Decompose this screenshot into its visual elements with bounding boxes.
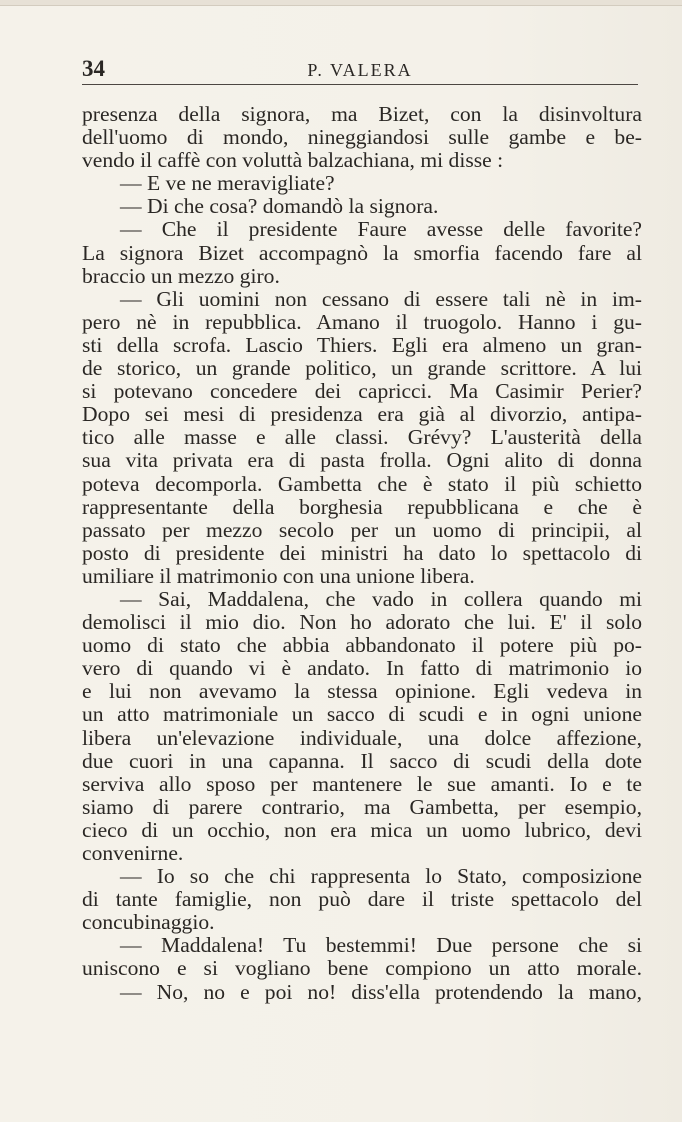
text-line: poteva decomporla. Gambetta che è stato il più schietto — [82, 471, 642, 496]
text-line: siamo di parere contrario, ma Gambetta, per esempio, — [82, 794, 642, 819]
text-line: demolisci il mio dio. Non ho adorato che lui. E' il solo — [82, 610, 642, 635]
text-line: concubinaggio. — [82, 910, 215, 935]
page-header — [82, 56, 638, 85]
text-line: uomo di stato che abbia abbandonato il potere più po- — [82, 633, 642, 658]
text-line: — Maddalena! Tu bestemmi! Due persone che si — [120, 933, 642, 958]
text-line: Dopo sei mesi di presidenza era già al divorzio, antipa- — [82, 402, 642, 427]
text-line: — Gli uomini non cessano di essere tali nè in im- — [120, 286, 642, 311]
body-text — [82, 103, 642, 1004]
text-line: rappresentante della borghesia repubblicana e che è — [82, 494, 642, 519]
text-line: si potevano concedere dei capricci. Ma Casimir Perier? — [82, 379, 642, 404]
text-line: de storico, un grande politico, un grande scrittore. A lui — [82, 356, 642, 381]
text-line: di tante famiglie, non può dare il triste spettacolo del — [82, 887, 642, 912]
text-line: — No, no e poi no! diss'ella protendendo la mano, — [120, 979, 642, 1004]
text-line: — Io so che chi rappresenta lo Stato, composizione — [120, 864, 642, 889]
text-line: un atto matrimoniale un sacco di scudi e in ogni unione — [82, 702, 642, 727]
text-line: La signora Bizet accompagnò la smorfia facendo fare al — [82, 240, 642, 265]
text-line: libera un'elevazione individuale, una dolce affezione, — [82, 725, 642, 750]
text-line: — E ve ne meravigliate? — [120, 171, 335, 196]
text-line: serviva allo sposo per mantenere le sue amanti. Io e te — [82, 771, 642, 796]
text-line: posto di presidente dei ministri ha dato lo spettacolo di — [82, 540, 642, 565]
page-top-edge — [0, 0, 682, 6]
text-line: presenza della signora, ma Bizet, con la disinvoltura — [82, 102, 642, 126]
text-line: vero di quando vi è andato. In fatto di matrimonio io — [82, 656, 642, 681]
text-line: vendo il caffè con voluttà balzachiana, mi disse : — [82, 148, 504, 173]
text-line: passato per mezzo secolo per un uomo di principii, al — [82, 517, 642, 542]
text-line: cieco di un occhio, non era mica un uomo lubrico, devi — [82, 817, 642, 842]
text-line: umiliare il matrimonio con una unione libera. — [82, 563, 475, 588]
text-line: dell'uomo di mondo, nineggiandosi sulle gambe e be- — [82, 125, 642, 150]
running-head: P. VALERA — [307, 60, 413, 80]
text-line: convenirne. — [82, 841, 184, 865]
text-line: — Sai, Maddalena, che vado in collera quando mi — [120, 586, 642, 611]
page-number: 34 — [82, 56, 105, 81]
text-line: braccio un mezzo giro. — [82, 263, 280, 288]
text-line: sti della scrofa. Lascio Thiers. Egli era almeno un gran- — [82, 332, 642, 357]
text-line: sua vita privata era di pasta frolla. Ogni alito di donna — [82, 448, 642, 473]
text-line: pero nè in repubblica. Amano il truogolo. Hanno i gu- — [82, 309, 642, 334]
text-line: uniscono e si vogliano bene compiono un atto morale. — [82, 956, 642, 981]
text-line: — Di che cosa? domandò la signora. — [120, 194, 439, 219]
text-line: e lui non avevamo la stessa opinione. Egli vedeva in — [82, 679, 642, 704]
text-line: tico alle masse e alle classi. Grévy? L'austerità della — [82, 425, 642, 450]
text-line: — Che il presidente Faure avesse delle favorite? — [120, 217, 642, 242]
text-line: due cuori in una capanna. Il sacco di scudi della dote — [82, 748, 642, 773]
